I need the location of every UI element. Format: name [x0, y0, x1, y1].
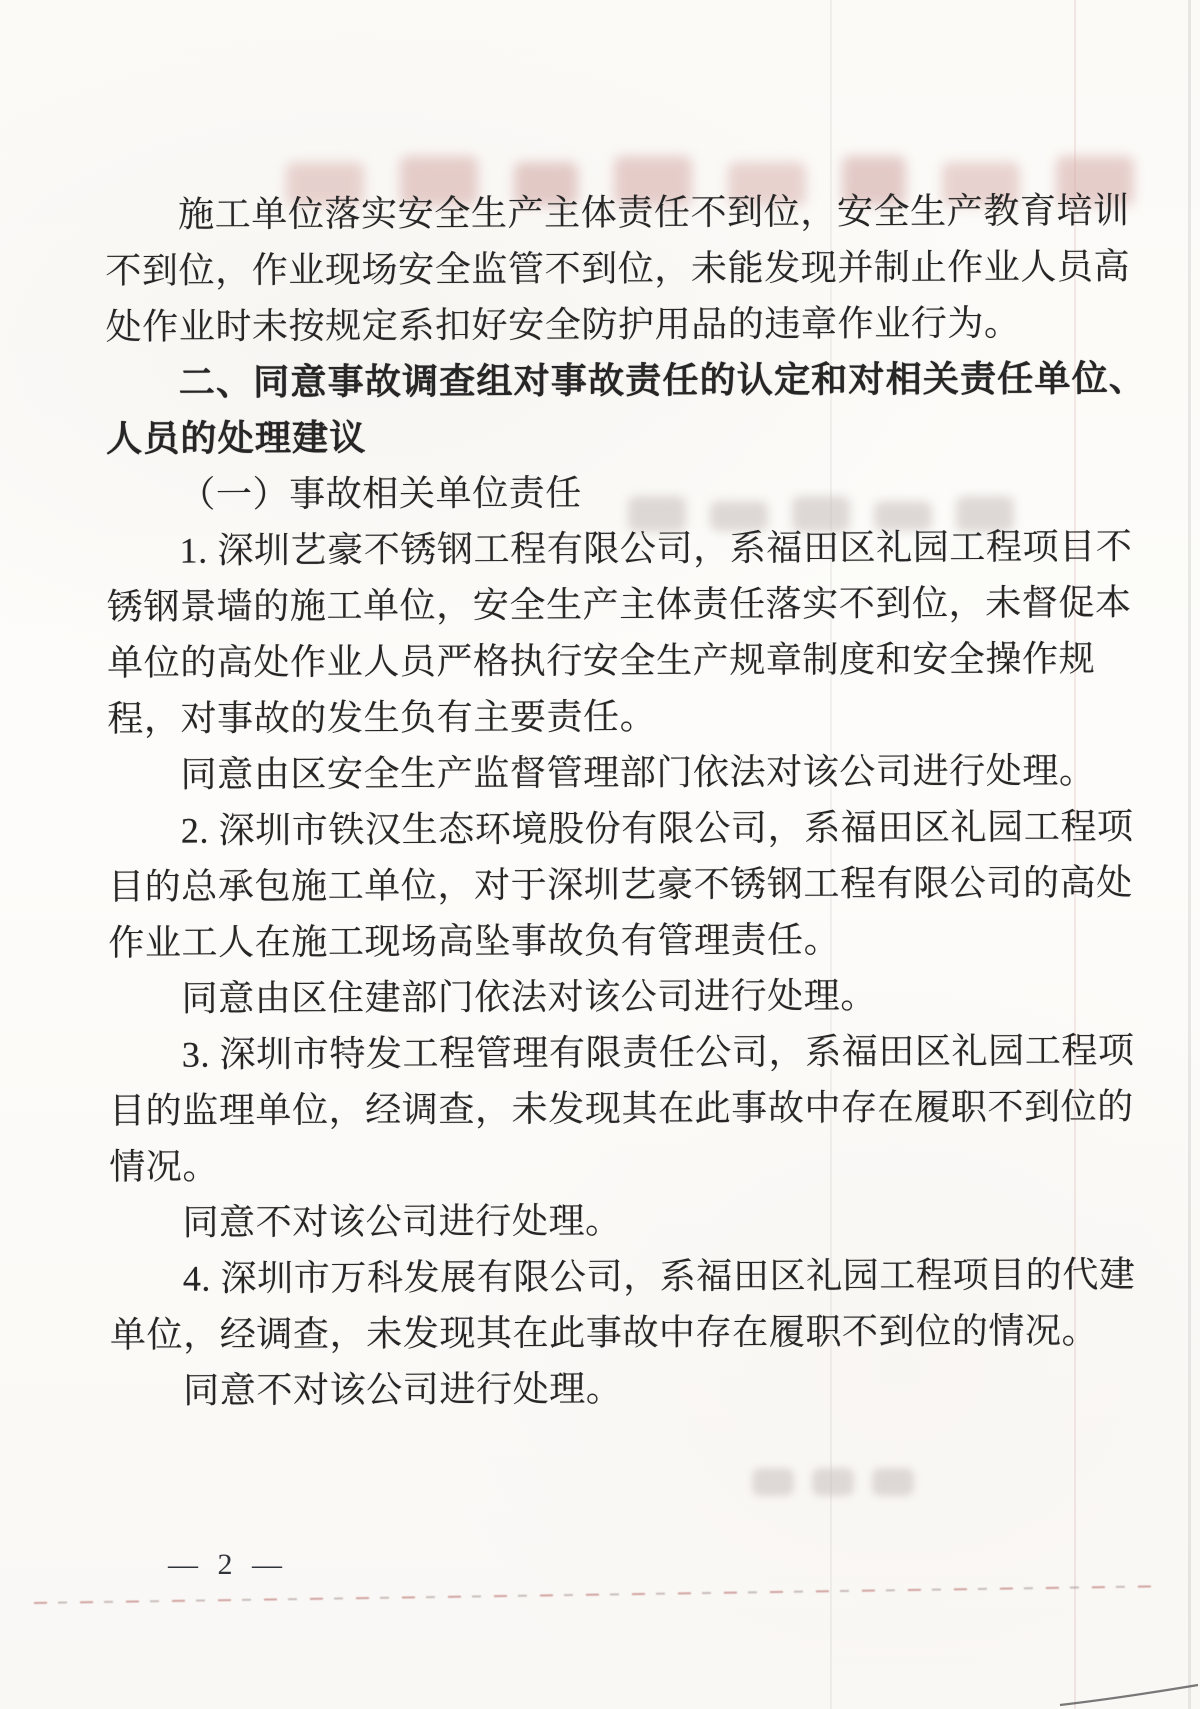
text-line: 施工单位落实安全生产主体责任不到位，安全生产教育培训 [178, 190, 1130, 235]
heading-line: 人员的处理建议 [106, 416, 367, 459]
bleed-through-glyph [752, 1468, 794, 1496]
text-line: 1. 深圳艺豪不锈钢工程有限公司，系福田区礼园工程项目不 [179, 526, 1133, 571]
text-line: 目的监理单位，经调查，未发现其在此事故中存在履职不到位的 [108, 1086, 1134, 1131]
document-text [105, 183, 1147, 1419]
text-line: 2. 深圳市铁汉生态环境股份有限公司，系福田区礼园工程项 [180, 806, 1134, 851]
text-line: 程，对事故的发生负有主要责任。 [107, 696, 657, 739]
bleed-through-glyph [812, 1468, 854, 1496]
text-line: 不到位，作业现场安全监管不到位，未能发现并制止作业人员高 [105, 246, 1131, 291]
text-line: 处作业时未按规定系扣好安全防护用品的违章作业行为。 [105, 303, 1021, 347]
bleed-through-glyph [872, 1468, 914, 1496]
page-number: — 2 — [168, 1548, 288, 1581]
red-dotted-line [34, 1585, 1152, 1604]
text-line: 作业工人在施工现场高坠事故负有管理责任。 [108, 919, 841, 963]
text-line: 同意由区安全生产监督管理部门依法对该公司进行处理。 [180, 750, 1096, 795]
heading-line: 二、同意事故调查组对事故责任的认定和对相关责任单位、 [178, 357, 1147, 403]
corner-scan-curve [1058, 1678, 1200, 1709]
text-line: 目的总承包施工单位，对于深圳艺豪不锈钢工程有限公司的高处 [107, 862, 1133, 907]
text-line: （一）事故相关单位责任 [179, 472, 583, 515]
bleed-through-small [752, 1468, 922, 1500]
text-line: 4. 深圳市万科发展有限公司，系福田区礼园工程项目的代建 [182, 1254, 1136, 1299]
text-line: 3. 深圳市特发工程管理有限责任公司，系福田区礼园工程项 [181, 1030, 1135, 1075]
text-line: 同意不对该公司进行处理。 [182, 1200, 622, 1243]
text-line: 锈钢景墙的施工单位，安全生产主体责任落实不到位，未督促本 [106, 582, 1132, 627]
text-line: 单位的高处作业人员严格执行安全生产规章制度和安全操作规 [106, 638, 1096, 683]
text-line: 同意不对该公司进行处理。 [183, 1368, 623, 1411]
scan-streak [1188, 0, 1191, 1709]
text-line: 情况。 [109, 1146, 220, 1187]
text-line: 同意由区住建部门依法对该公司进行处理。 [181, 975, 878, 1019]
text-line: 单位，经调查，未发现其在此事故中存在履职不到位的情况。 [109, 1310, 1099, 1355]
